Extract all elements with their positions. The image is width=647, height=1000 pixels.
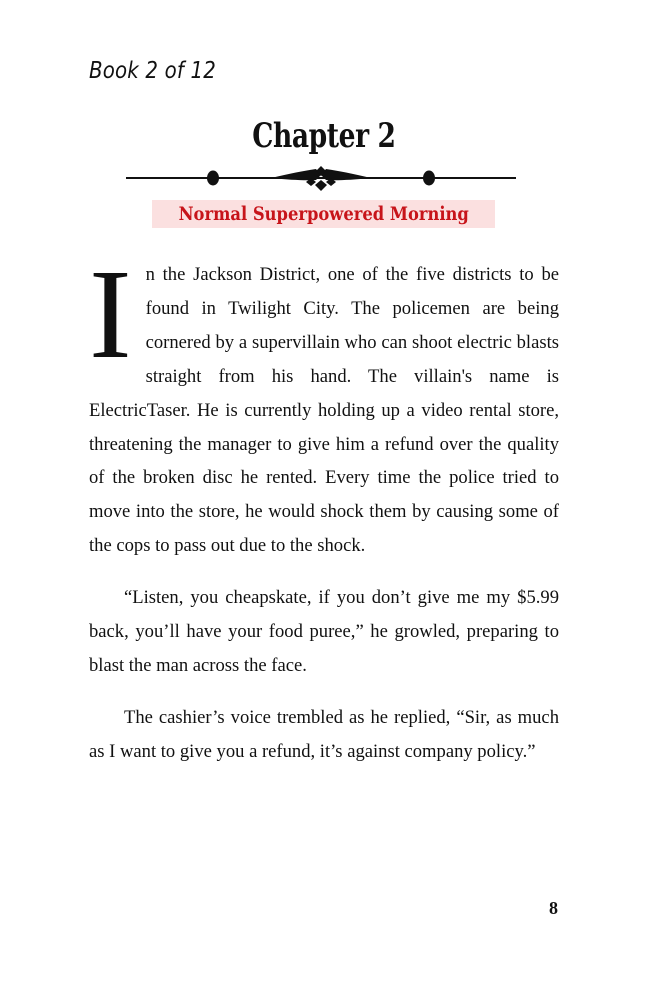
paragraph-1	[89, 243, 559, 563]
chapter-subtitle-text: Normal Superpowered Morning	[178, 203, 469, 225]
paragraph-2: “Listen, you cheapskate, if you don’t give me my $5.99 back, you’ll have your food puree,” he growled, preparing to blast the man across the face.	[89, 587, 559, 676]
chapter-subtitle-wrap	[0, 200, 647, 228]
paragraph-3: The cashier’s voice trembled as he replied, “Sir, as much as I want to give you a refund, it’s against company policy.”	[89, 706, 559, 762]
series-label: Book 2 of 12	[89, 58, 216, 84]
paragraph-1-text: n the Jackson District, one of the five districts to be found in Twilight City. The policemen are being cornered by a supervillain who can shoot electric blasts straight from his hand. The villain's name is ElectricTaser. He is currently holding up a video rental store, threatening the manager to give him a refund over the quality of the broken disc he rented. Every time the police tried to move into the store, he would shock them by causing some of the cops to pass out due to the shock.	[89, 264, 559, 557]
ornament-divider-icon	[126, 165, 516, 195]
chapter-title	[0, 116, 647, 156]
chapter-subtitle	[152, 200, 495, 228]
page-number: 8	[549, 898, 558, 918]
chapter-title-text: Chapter 2	[251, 116, 396, 156]
body-text	[89, 243, 559, 769]
drop-cap: I	[89, 243, 132, 385]
